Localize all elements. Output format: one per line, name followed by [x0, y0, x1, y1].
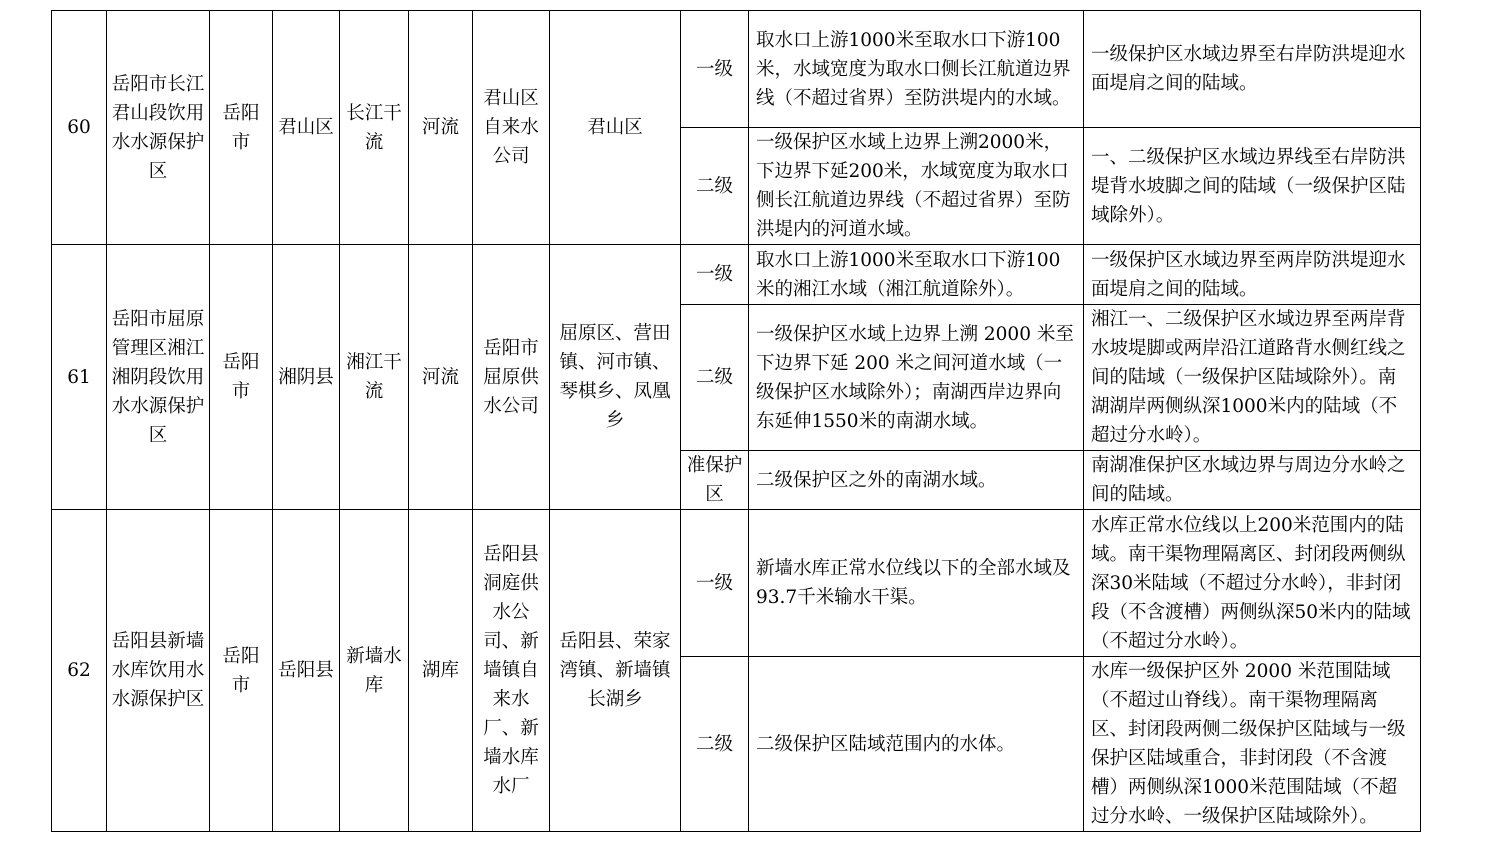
land-scope-cell: 一级保护区水域边界至右岸防洪堤迎水面堤肩之间的陆域。: [1084, 11, 1421, 128]
table-row: [52, 510, 1421, 657]
type-cell: 河流: [409, 11, 473, 245]
zone-level-cell: 二级: [681, 657, 749, 832]
water-scope-cell: 二级保护区陆域范围内的水体。: [749, 657, 1084, 832]
city-cell: 岳阳市: [210, 245, 273, 510]
supplier-cell: 岳阳县洞庭供水公司、新墙镇自来水厂、新墙水库水厂: [473, 510, 550, 832]
county-cell: 岳阳县: [273, 510, 340, 832]
table-row: [52, 245, 1421, 305]
water-scope-cell: 取水口上游1000米至取水口下游100米的湘江水域（湘江航道除外）。: [749, 245, 1084, 305]
zone-level-cell: 一级: [681, 510, 749, 657]
land-scope-cell: 水库一级保护区外 2000 米范围陆域（不超过山脊线）。南干渠物理隔离区、封闭段两侧二级保护区陆域与一级保护区陆域重合，非封闭段（不含渡槽）两侧纵深1000米范围陆域（不超过分水岭、一级保护区陆域除外）。: [1084, 657, 1421, 832]
zone-name: 岳阳县新墙水库饮用水水源保护区: [107, 510, 210, 832]
water-scope-cell: 一级保护区水域上边界上溯2000米，下边界下延200米，水域宽度为取水口侧长江航道边界线（不超过省界）至防洪堤内的河道水域。: [749, 128, 1084, 245]
zone-level-cell: 一级: [681, 11, 749, 128]
zone-level-cell: 准保护区: [681, 451, 749, 510]
water-body-cell: 新墙水库: [340, 510, 409, 832]
row-number: 60: [52, 11, 107, 245]
land-scope-cell: 水库正常水位线以上200米范围内的陆域。南干渠物理隔离区、封闭段两侧纵深30米陆域（不超过分水岭），非封闭段（不含渡槽）两侧纵深50米内的陆域（不超过分水岭）。: [1084, 510, 1421, 657]
protection-zone-table: [51, 10, 1421, 832]
water-scope-cell: 新墙水库正常水位线以下的全部水域及93.7千米输水干渠。: [749, 510, 1084, 657]
county-cell: 湘阴县: [273, 245, 340, 510]
water-scope-cell: 取水口上游1000米至取水口下游100米，水域宽度为取水口侧长江航道边界线（不超过省界）至防洪堤内的水域。: [749, 11, 1084, 128]
zone-level-cell: 二级: [681, 305, 749, 451]
water-scope-cell: 二级保护区之外的南湖水域。: [749, 451, 1084, 510]
zone-name: 岳阳市屈原管理区湘江湘阴段饮用水水源保护区: [107, 245, 210, 510]
table-row: [52, 11, 1421, 128]
zone-level-cell: 二级: [681, 128, 749, 245]
water-body-cell: 长江干流: [340, 11, 409, 245]
service-area-cell: 君山区: [550, 11, 681, 245]
county-cell: 君山区: [273, 11, 340, 245]
zone-level-cell: 一级: [681, 245, 749, 305]
supplier-cell: 君山区自来水公司: [473, 11, 550, 245]
water-body-cell: 湘江干流: [340, 245, 409, 510]
row-number: 61: [52, 245, 107, 510]
water-scope-cell: 一级保护区水域上边界上溯 2000 米至下边界下延 200 米之间河道水域（一级保护区水域除外）；南湖西岸边界向东延伸1550米的南湖水域。: [749, 305, 1084, 451]
service-area-cell: 屈原区、营田镇、河市镇、琴棋乡、凤凰乡: [550, 245, 681, 510]
land-scope-cell: 一级保护区水域边界至两岸防洪堤迎水面堤肩之间的陆域。: [1084, 245, 1421, 305]
row-number: 62: [52, 510, 107, 832]
city-cell: 岳阳市: [210, 11, 273, 245]
type-cell: 湖库: [409, 510, 473, 832]
service-area-cell: 岳阳县、荣家湾镇、新墙镇长湖乡: [550, 510, 681, 832]
supplier-cell: 岳阳市屈原供水公司: [473, 245, 550, 510]
type-cell: 河流: [409, 245, 473, 510]
land-scope-cell: 一、二级保护区水域边界线至右岸防洪堤背水坡脚之间的陆域（一级保护区陆域除外）。: [1084, 128, 1421, 245]
city-cell: 岳阳市: [210, 510, 273, 832]
land-scope-cell: 湘江一、二级保护区水域边界至两岸背水坡堤脚或两岸沿江道路背水侧红线之间的陆域（一级保护区陆域除外）。南湖湖岸两侧纵深1000米内的陆域（不超过分水岭）。: [1084, 305, 1421, 451]
land-scope-cell: 南湖准保护区水域边界与周边分水岭之间的陆域。: [1084, 451, 1421, 510]
zone-name: 岳阳市长江君山段饮用水水源保护区: [107, 11, 210, 245]
